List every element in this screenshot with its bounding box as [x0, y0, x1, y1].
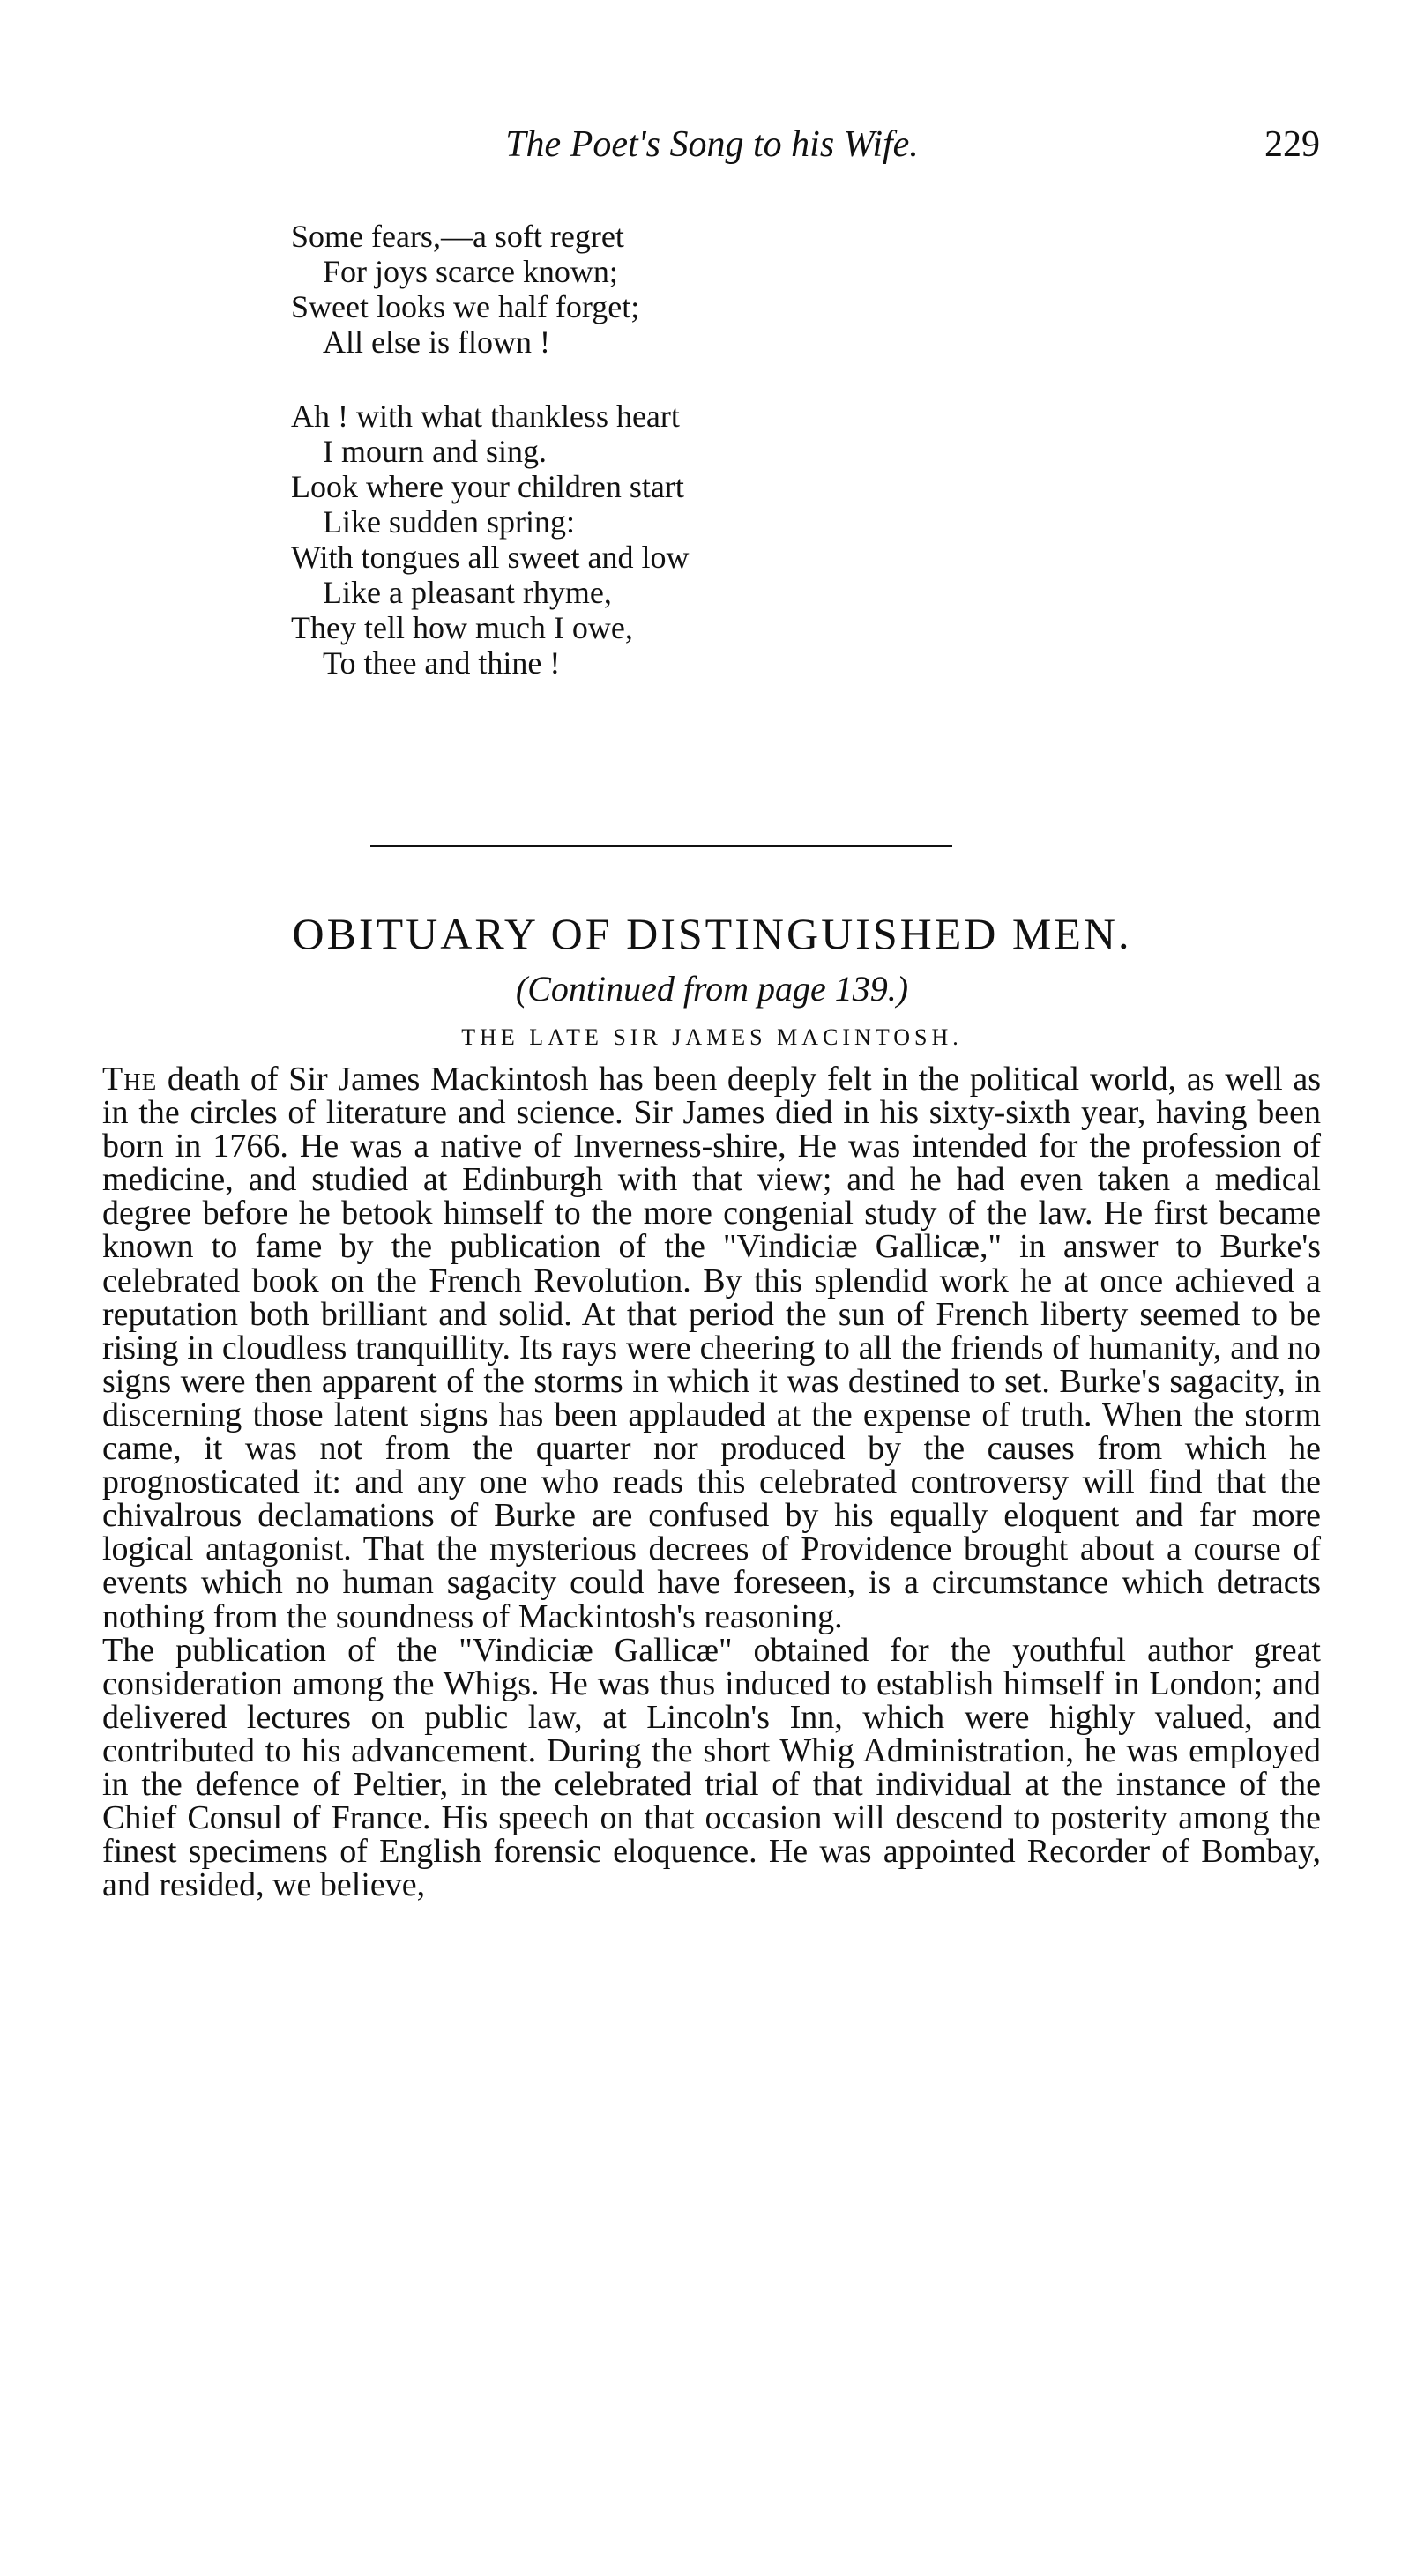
- verse-line: With tongues all sweet and low: [291, 540, 690, 575]
- verse-line: For joys scarce known;: [323, 254, 618, 289]
- verse-line: Some fears,—a soft regret: [291, 219, 624, 254]
- verse-line: Look where your children start: [291, 469, 684, 504]
- verse-line: Like a pleasant rhyme,: [323, 575, 612, 610]
- poem-stanza: [291, 398, 1173, 681]
- poem: [291, 219, 1173, 719]
- subject-heading: THE LATE SIR JAMES MACINTOSH.: [461, 1024, 963, 1050]
- poem-stanza: [291, 219, 1173, 360]
- verse-line: I mourn and sing.: [323, 434, 547, 469]
- paragraph-text: The publication of the "Vindiciæ Gallicæ" obtained for the youthful author great consideration among the Whigs. He was thus induced to establish himself in London; and delivered lectures on public law, at Lincoln's Inn, which were highly valued, and contributed to his advancement. During the short Whig Administration, he was employed in the defence of Peltier, in the celebrated trial of that individual at the instance of the Chief Consul of France. His speech on that occasion will descend to posterity among the finest specimens of English forensic eloquence. He was appointed Recorder of Bombay, and resided, we believe,: [102, 1631, 1321, 1904]
- verse-line: Like sudden spring:: [323, 504, 575, 540]
- verse-line: Ah ! with what thankless heart: [291, 398, 680, 434]
- section-divider: [370, 845, 952, 847]
- obituary-title: OBITUARY OF DISTINGUISHED MEN.: [292, 909, 1132, 958]
- verse-line: They tell how much I owe,: [291, 610, 633, 645]
- opening-word: The: [102, 1061, 158, 1098]
- verse-line: Sweet looks we half forget;: [291, 289, 640, 324]
- paragraph-text: death of Sir James Mackintosh has been deeply felt in the political world, as well as in the circles of literature and science. Sir James died in his sixty-sixth year, having been born in 1766. He was a native of Inverness-shire, He was intended for the profession of medicine, and studied at Edinburgh with that view; and he had even taken a medical degree before he betook himself to the more congenial study of the law. He first became known to fame by the publication of the "Vindiciæ Gallicæ," in answer to Burke's celebrated book on the French Revolution. By this splendid work he at once achieved a reputation both brilliant and solid. At that period the sun of French liberty seemed to be rising in cloudless tranquillity. Its rays were cheering to all the friends of humanity, and no signs were then apparent of the storms in which it was destined to set. Burke's sagacity, in discerning those latent signs has been applauded at the expense of truth. When the storm came, it was not from the quarter nor produced by the causes from which he prognosticated it: and any one who reads this celebrated controversy will find that the chivalrous declamations of Burke are confused by his equally eloquent and far more logical antagonist. That the mysterious decrees of Providence brought about a course of events which no human sagacity could have foreseen, is a circumstance which detracts nothing from the soundness of Mackintosh's reasoning.: [102, 1061, 1321, 1635]
- verse-line: All else is flown !: [323, 324, 550, 360]
- obituary-body: [102, 1062, 1321, 1902]
- page-number: 229: [1264, 124, 1320, 165]
- continued-note: (Continued from page 139.): [515, 969, 909, 1009]
- body-paragraph: [102, 1062, 1321, 1634]
- body-paragraph: [102, 1631, 1321, 1904]
- verse-line: To thee and thine !: [323, 645, 561, 681]
- running-head: [0, 123, 1424, 176]
- running-title: The Poet's Song to his Wife.: [505, 124, 919, 165]
